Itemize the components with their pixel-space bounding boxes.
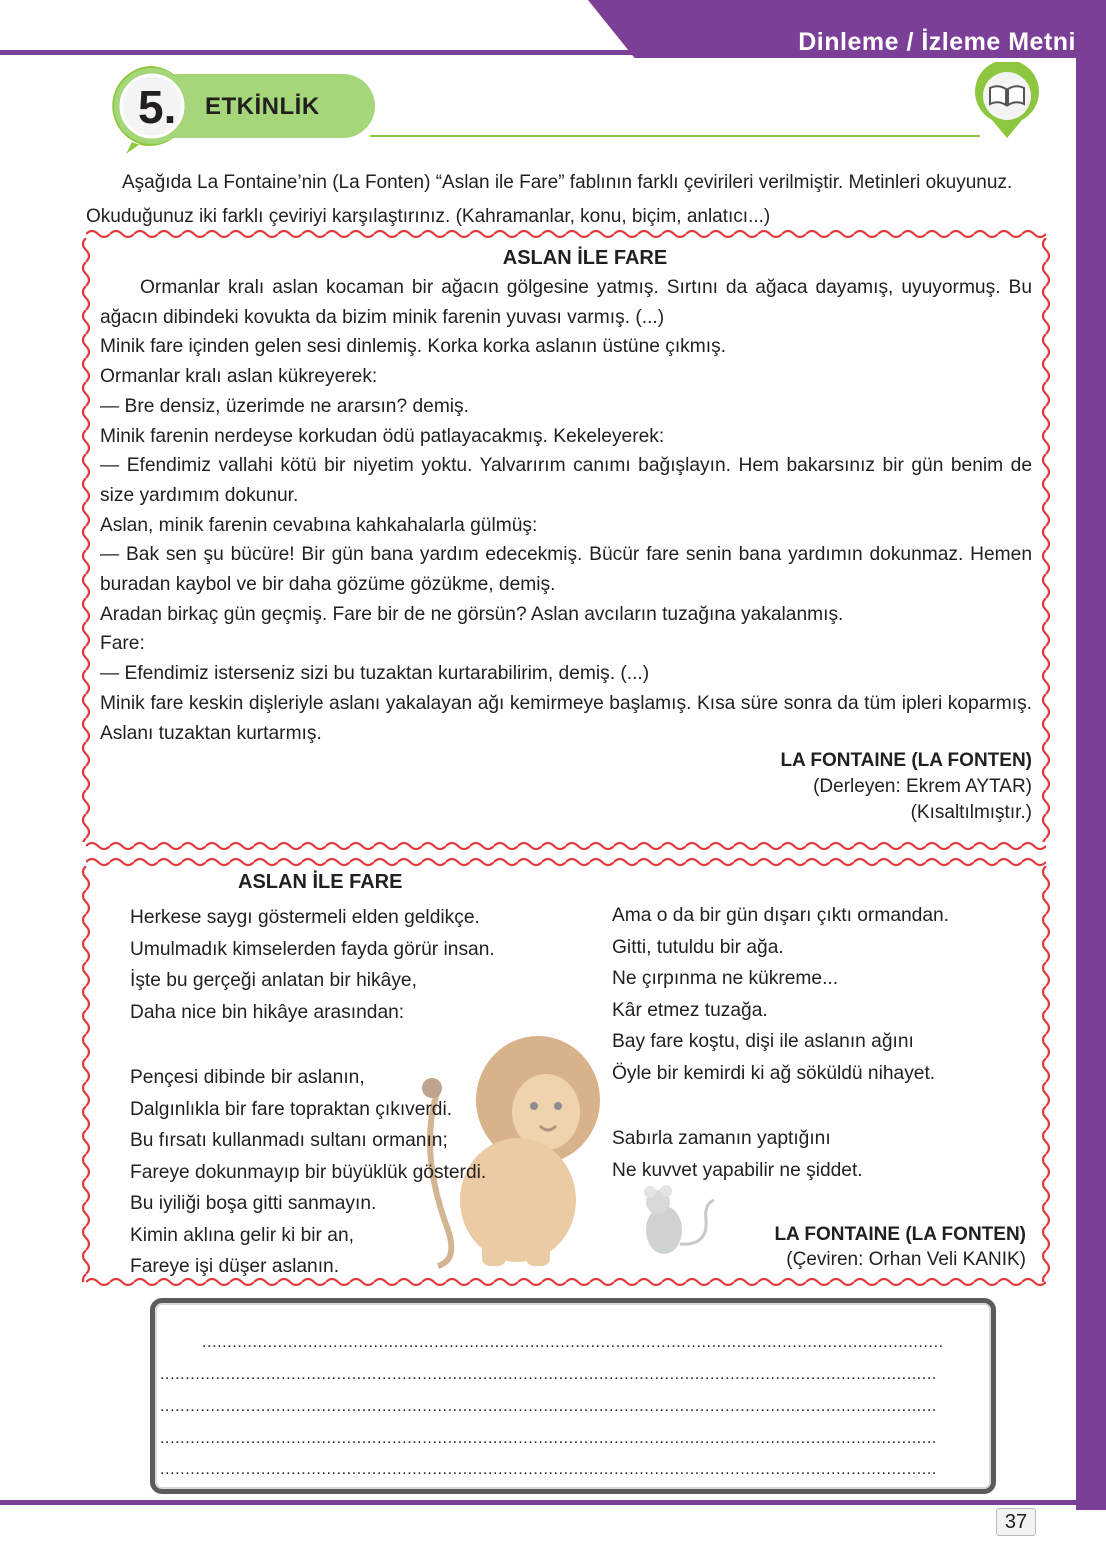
intro-instructions [86, 166, 1026, 234]
text1-paragraph: Ormanlar kralı aslan kocaman bir ağacın gölgesine yatmış. Sırtını da ağaca dayamış, uyuyormuş. Bu ağacın dibindeki kovukta da bizim minik farenin yuvası varmış. (...) [100, 277, 1032, 328]
poem-line: Gitti, tutuldu bir ağa. [612, 936, 784, 958]
answer-line[interactable]: .......................................................................................................................................................... [160, 1398, 937, 1415]
text1-paragraph: Minik fare içinden gelen sesi dinlemiş. Korka korka aslanın üstüne çıkmış. [100, 336, 727, 358]
text2-left-column [130, 902, 495, 1283]
header-rule [0, 50, 640, 55]
text1-editor: (Derleyen: Ekrem AYTAR) [813, 776, 1032, 798]
poem-line: Bu fırsatı kullanmadı sultanı ormanın; [130, 1130, 448, 1151]
intro-text: Aşağıda La Fontaine’nin (La Fonten) “Aslan ile Fare” fablının farklı çevirileri verilmiştir. Metinleri okuyunuz. Okuduğunuz iki farklı çeviriyi karşılaştırınız. (Kahramanlar, konu, biçim, anlatıcı...) [86, 172, 1013, 227]
text2-right-column [612, 900, 949, 1186]
text1-prose-version [100, 243, 1032, 826]
text1-paragraph: Aslan, minik farenin cevabına kahkahalarla gülmüş: [100, 514, 538, 536]
book-icon [968, 62, 1046, 140]
answer-line[interactable]: .......................................................................................................................................................... [160, 1366, 937, 1383]
poem-line: Sabırla zamanın yaptığını [612, 1128, 831, 1149]
poem-line: Bu iyiliği boşa gitti sanmayın. [130, 1193, 377, 1214]
poem-line: Öyle bir kemirdi ki ağ söküldü nihayet. [612, 1062, 936, 1084]
footer-rule [0, 1500, 1106, 1505]
text2-title: ASLAN İLE FARE [238, 871, 403, 893]
answer-line[interactable]: ................................................................................................................................................... [202, 1334, 944, 1351]
poem-line: Fareye dokunmayıp bir büyüklük gösterdi. [130, 1161, 487, 1183]
stanza-gap [612, 1089, 949, 1123]
poem-line: Ne çırpınma ne kükreme... [612, 968, 839, 989]
poem-line: Bay fare koştu, dişi ile aslanın ağını [612, 1031, 914, 1052]
text1-paragraph: Minik fare keskin dişleriyle aslanı yakalayan ağı kemirmeye başlamış. Kısa süre sonra da tüm ipleri koparmış. Aslanı tuzaktan kurtarmış. [100, 692, 1032, 744]
text1-paragraph: — Bak sen şu bücüre! Bir gün bana yardım edecekmiş. Bücür fare senin bana yardımın dokunmaz. Hemen buradan kaybol ve bir daha gözüme gözükme, demiş. [100, 544, 1032, 596]
section-title: Dinleme / İzleme Metni [798, 28, 1076, 56]
activity-label: ETKİNLİK [205, 93, 320, 120]
text1-paragraph: Aradan birkaç gün geçmiş. Fare bir de ne görsün? Aslan avcıların tuzağına yakalanmış. [100, 603, 844, 625]
mouse-illustration [628, 1180, 718, 1260]
poem-line: İşte bu gerçeği anlatan bir hikâye, [130, 970, 417, 991]
poem-line: Ne kuvvet yapabilir ne şiddet. [612, 1159, 863, 1181]
poem-line: Kimin aklına gelir ki bir an, [130, 1224, 354, 1246]
right-margin-bar [1076, 50, 1106, 1510]
text1-paragraph: Ormanlar kralı aslan kükreyerek: [100, 366, 378, 388]
poem-line: Daha nice bin hikâye arasından: [130, 1001, 405, 1023]
text1-paragraph: — Efendimiz isterseniz sizi bu tuzaktan kurtarabilirim, demiş. (...) [100, 663, 650, 685]
text2-translator: (Çeviren: Orhan Veli KANIK) [786, 1249, 1026, 1270]
page-number: 37 [996, 1508, 1036, 1536]
answer-line[interactable]: .......................................................................................................................................................... [160, 1461, 937, 1478]
text2-credits [774, 1222, 1026, 1272]
text1-paragraph: Minik farenin nerdeyse korkudan ödü patlayacakmış. Kekeleyerek: [100, 425, 665, 447]
poem-line: Ama o da bir gün dışarı çıktı ormandan. [612, 905, 950, 926]
poem-line: Fareye işi düşer aslanın. [130, 1256, 340, 1277]
poem-line: Dalgınlıkla bir fare topraktan çıkıverdi. [130, 1098, 453, 1120]
activity-number: 5. [138, 81, 177, 133]
poem-line: Pençesi dibinde bir aslanın, [130, 1067, 365, 1088]
text1-paragraph: Fare: [100, 633, 145, 655]
text1-paragraph: — Efendimiz vallahi kötü bir niyetim yoktu. Yalvarırım canımı bağışlayın. Hem bakarsınız bir gün benim de size yardımım dokunur. [100, 455, 1032, 506]
text1-paragraph: — Bre densiz, üzerimde ne ararsın? demiş. [100, 395, 469, 417]
poem-line: Umulmadık kimselerden fayda görür insan. [130, 938, 495, 960]
text1-note: (Kısaltılmıştır.) [910, 802, 1032, 824]
poem-line: Kâr etmez tuzağa. [612, 999, 768, 1021]
answer-line[interactable]: .......................................................................................................................................................... [160, 1430, 937, 1447]
text1-author: LA FONTAINE (LA FONTEN) [780, 750, 1032, 772]
poem-line: Herkese saygı göstermeli elden geldikçe. [130, 907, 480, 928]
text2-author: LA FONTAINE (LA FONTEN) [774, 1224, 1026, 1245]
activity-underline [370, 135, 980, 137]
text1-title: ASLAN İLE FARE [502, 247, 668, 269]
stanza-gap [130, 1028, 495, 1062]
